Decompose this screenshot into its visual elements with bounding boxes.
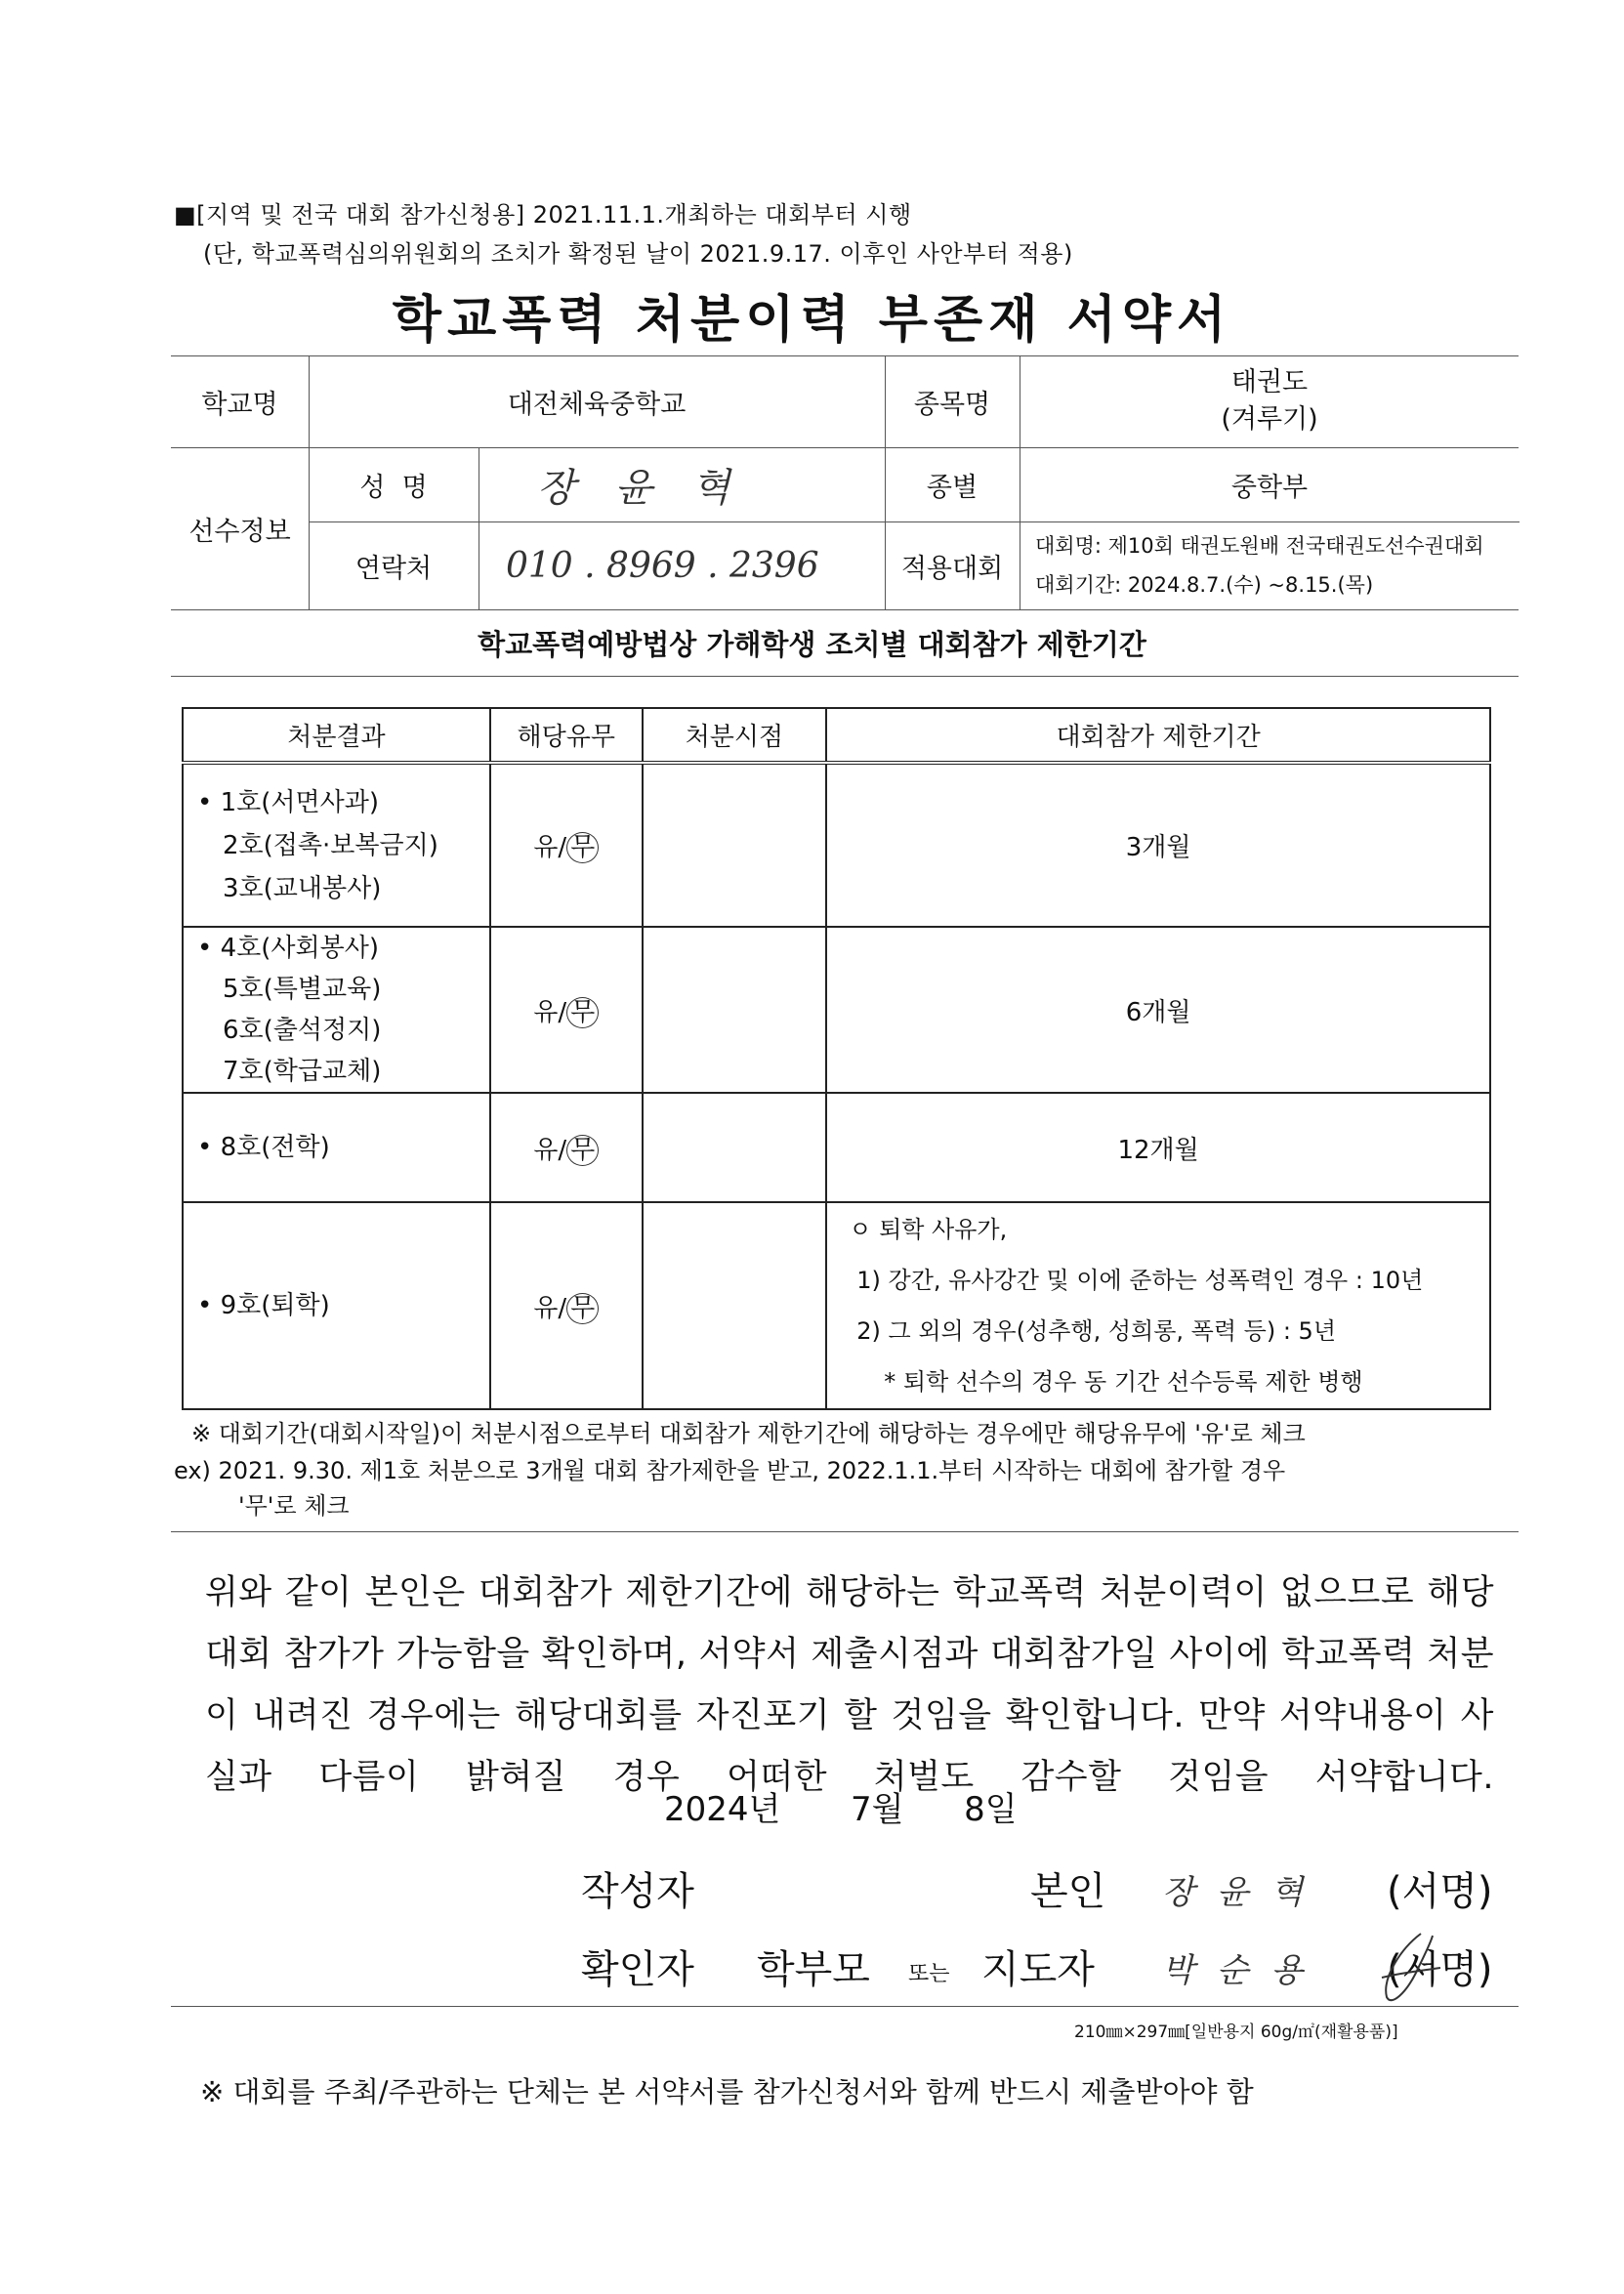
expulsion-conditions-cell	[826, 1202, 1490, 1409]
contact-value-handwritten: 010 . 8969 . 2396	[506, 545, 819, 586]
note-3: '무'로 체크	[238, 1492, 350, 1520]
school-value: 대전체육중학교	[507, 389, 687, 420]
date-cell	[643, 1093, 827, 1202]
self-signature-name: 장 윤 혁	[1162, 1873, 1310, 1912]
footer-note: ※ 대회를 주최/주관하는 단체는 본 서약서를 참가신청서와 함께 반드시 제출받아야 함	[200, 2075, 1254, 2108]
applicable-cell	[490, 927, 643, 1093]
competition-label: 적용대회	[900, 553, 1004, 584]
date-day: 8일	[964, 1790, 1018, 1829]
applicable-cell	[490, 1093, 643, 1202]
grade-item: 7호(학급교체)	[223, 1057, 382, 1086]
grade-cell	[183, 763, 490, 927]
grade-item: • 4호(사회봉사)	[197, 934, 380, 963]
grade-item: 2호(접촉·보복금지)	[223, 830, 438, 860]
table-row	[183, 1202, 1490, 1409]
restriction-subtitle: 학교폭력예방법상 가해학생 조치별 대회참가 제한기간	[478, 628, 1146, 661]
sign-label-2: (서명)	[1387, 1947, 1493, 1992]
period-cell: 3개월	[826, 763, 1490, 927]
header-applicable: 해당유무	[490, 708, 643, 763]
yes-mark: 유/	[533, 1135, 567, 1165]
competition-name: 대회명: 제10회 태권도원배 전국태권도선수권대회	[1035, 534, 1484, 558]
writer-label: 작성자	[581, 1869, 694, 1914]
document-date	[664, 1782, 1018, 1830]
school-label: 학교명	[201, 389, 278, 420]
header-line-2: (단, 학교폭력심의위원회의 조치가 확정된 날이 2021.9.17. 이후인 사안부터 적용)	[203, 240, 1073, 268]
event-value	[1020, 355, 1520, 447]
contact-label: 연락처	[354, 553, 433, 584]
date-year: 2024년	[664, 1790, 781, 1829]
self-label: 본인	[1030, 1869, 1106, 1914]
note-1: ※ 대회기간(대회시작일)이 처분시점으로부터 대회참가 제한기간에 해당하는 경우에만 해당유무에 '유'로 체크	[191, 1420, 1306, 1447]
date-cell	[643, 1202, 827, 1409]
header-result: 처분결과	[183, 708, 490, 763]
grade-item: • 9호(퇴학)	[197, 1291, 330, 1320]
grade-cell	[183, 1202, 490, 1409]
event-value-line2: (겨루기)	[1221, 404, 1318, 435]
no-mark-circled: 무	[566, 997, 599, 1028]
grade-cell	[183, 927, 490, 1093]
no-mark-circled: 무	[566, 1293, 599, 1324]
header-line-1: ■[지역 및 전국 대회 참가신청용] 2021.11.1.개최하는 대회부터 시행	[174, 201, 912, 229]
name-label: 성 명	[359, 472, 428, 503]
condition-line: 1) 강간, 유사강간 및 이에 준하는 성폭력인 경우 : 10년	[856, 1267, 1424, 1294]
grade-cell	[183, 1093, 490, 1202]
player-info-label: 선수정보	[188, 516, 291, 547]
confirmer-signature-name: 박 순 용	[1162, 1951, 1310, 1990]
coach-label: 지도자	[981, 1947, 1095, 1992]
sign-label: (서명)	[1387, 1869, 1493, 1914]
document-title: 학교폭력 처분이력 부존재 서약서	[392, 291, 1232, 350]
table-row	[183, 1093, 1490, 1202]
period-cell: 12개월	[826, 1093, 1490, 1202]
table-row	[183, 927, 1490, 1093]
applicable-cell	[490, 1202, 643, 1409]
yes-mark: 유/	[533, 997, 567, 1027]
grade-item: 6호(출석정지)	[223, 1016, 382, 1045]
table-row	[183, 763, 1490, 927]
grade-item: • 1호(서면사과)	[197, 787, 380, 817]
division-value: 중학부	[1230, 472, 1309, 503]
competition-period: 대회기간: 2024.8.7.(수) ~8.15.(목)	[1035, 573, 1374, 597]
grade-item: • 8호(전학)	[197, 1133, 330, 1162]
name-value-handwritten: 장 윤 혁	[537, 465, 744, 511]
yes-mark: 유/	[533, 1293, 567, 1323]
condition-line: * 퇴학 선수의 경우 동 기간 선수등록 제한 병행	[884, 1368, 1363, 1396]
event-value-line1: 태권도	[1230, 367, 1309, 397]
condition-line: ㅇ 퇴학 사유가,	[849, 1216, 1008, 1243]
date-cell	[643, 763, 827, 927]
condition-line: 2) 그 외의 경우(성추행, 성희롱, 폭력 등) : 5년	[856, 1317, 1337, 1345]
header-date: 처분시점	[643, 708, 827, 763]
date-month: 7월	[851, 1790, 904, 1829]
table-header-row	[183, 708, 1490, 763]
no-mark-circled: 무	[566, 1135, 599, 1166]
parent-label: 학부모	[757, 1947, 870, 1992]
note-2: ex) 2021. 9.30. 제1호 처분으로 3개월 대회 참가제한을 받고, 2022.1.1.부터 시작하는 대회에 참가할 경우	[174, 1457, 1286, 1484]
handwritten-signature-mark	[1362, 1924, 1450, 2012]
date-cell	[643, 927, 827, 1093]
confirmer-label: 확인자	[581, 1947, 694, 1992]
header-period: 대회참가 제한기간	[826, 708, 1490, 763]
period-cell: 6개월	[826, 927, 1490, 1093]
pledge-paragraph: 위와 같이 본인은 대회참가 제한기간에 해당하는 학교폭력 처분이력이 없으므로 해당 대회 참가가 가능함을 확인하며, 서약서 제출시점과 대회참가일 사이에 학교폭력 처분이 내려진 경우에는 해당대회를 자진포기 할 것임을 확인합니다. 만약 서약내용이 사실과 다름이 밝혀질 경우 어떠한 처벌도 감수할 것임을 서약합니다.	[205, 1573, 1494, 1797]
or-label: 또는	[908, 1962, 950, 1986]
discipline-table	[182, 707, 1491, 1410]
grade-item: 5호(특별교육)	[223, 975, 382, 1004]
yes-mark: 유/	[533, 833, 567, 862]
division-label: 종별	[926, 472, 979, 503]
competition-value	[1020, 521, 1520, 609]
applicable-cell	[490, 763, 643, 927]
paper-spec: 210㎜×297㎜[일반용지 60g/㎡(재활용품)]	[1074, 2023, 1398, 2042]
event-label: 종목명	[913, 389, 991, 420]
no-mark-circled: 무	[566, 832, 599, 863]
grade-item: 3호(교내봉사)	[223, 873, 382, 903]
